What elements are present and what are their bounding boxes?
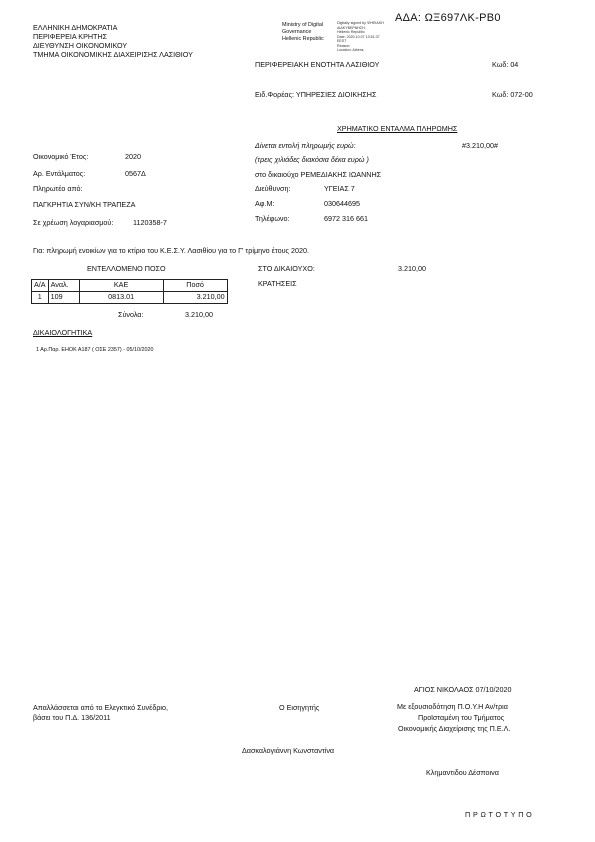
supporting-doc-item: 1 Αρ.Παρ. ΕΗΟΚ Α187 ( ΟΣΕ 2357) - 05/10/2020	[36, 347, 154, 353]
totals-label: Σύνολα:	[118, 310, 144, 319]
deductions-label: ΚΡΑΤΗΣΕΙΣ	[258, 279, 297, 288]
rapporteur-name: Δασκαλογιάννη Κωνσταντίνα	[242, 746, 335, 755]
signature-detail-6: Reason:	[337, 43, 351, 48]
order-number-value: 0567Δ	[125, 169, 146, 178]
supporting-docs-title: ΔΙΚΑΙΟΛΟΓΗΤΙΚΑ	[33, 328, 93, 337]
issuer-line-3: ΔΙΕΥΘΥΝΣΗ ΟΙΚΟΝΟΜΙΚΟΥ	[33, 41, 128, 50]
totals-value: 3.210,00	[185, 310, 213, 319]
signature-detail-2: ΔΙΑΚΥΒΕΡΝΗΣΗ,	[337, 25, 366, 30]
beneficiary-text: στο δικαιούχο ΡΕΜΕΔΙΑΚΗΣ ΙΩΑΝΝΗΣ	[255, 170, 382, 179]
col-header-anal: Αναλ.	[48, 280, 79, 292]
amount-in-words: (τρεις χιλιάδες διακόσια δέκα ευρώ )	[255, 155, 369, 164]
table-header-row	[32, 280, 228, 292]
phone-value: 6972 316 661	[324, 214, 368, 223]
ada-code: ΑΔΑ: ΩΞ697ΛΚ-ΡΒ0	[395, 12, 501, 24]
exempt-line-1: Απαλλάσσεται από το Ελεγκτικό Συνέδριο,	[33, 703, 169, 712]
signature-detail-7: Location: Athens	[337, 48, 364, 52]
unit-code: Κωδ: 04	[492, 60, 519, 69]
col-header-kae: ΚΑΕ	[79, 280, 163, 292]
head-line-2: Προϊσταμένη του Τμήματος	[418, 713, 505, 722]
payment-amount: #3.210,00#	[462, 141, 498, 150]
payable-bank: ΠΑΓΚΡΗΤΙΑ ΣΥΝ/ΚΗ ΤΡΑΠΕΖΑ	[33, 200, 136, 209]
payment-table	[31, 279, 228, 304]
phone-label: Τηλέφωνο:	[255, 214, 290, 223]
signature-detail-4: Date: 2020.10.07 13:51:37	[337, 34, 380, 39]
document-title: ΧΡΗΜΑΤΙΚΟ ΕΝΤΑΛΜΑ ΠΛΗΡΩΜΗΣ	[337, 124, 458, 133]
address-value: ΥΓΕΙΑΣ 7	[324, 184, 355, 193]
head-line-1: Με εξουσιοδότηση Π.Ο.Υ.Η Αν/τρια	[397, 702, 508, 711]
original-mark: Π Ρ Ω Τ Ο Τ Υ Π Ο	[465, 810, 533, 819]
cell-amount: 3.210,00	[163, 292, 227, 304]
payment-purpose: Για: πληρωμή ενοικίων για το κτίριο του Κ.Ε.Σ.Υ. Λασιθίου για το Γ' τρίμηνο έτους 2020.	[33, 246, 309, 255]
issuer-line-2: ΠΕΡΙΦΕΡΕΙΑ ΚΡΗΤΗΣ	[33, 32, 108, 41]
address-label: Διεύθυνση:	[255, 184, 291, 193]
cell-kae: 0813.01	[79, 292, 163, 304]
special-body-code: Κωδ: 072-00	[492, 90, 533, 99]
payable-label: Πληρωτέο από:	[33, 184, 83, 193]
signature-org-1: Ministry of Digital	[282, 22, 324, 28]
place-date: ΑΓΙΟΣ ΝΙΚΟΛΑΟΣ 07/10/2020	[414, 685, 512, 694]
signature-org-2: Governance	[282, 29, 312, 35]
unit-name: ΠΕΡΙΦΕΡΕΙΑΚΗ ΕΝΟΤΗΤΑ ΛΑΣΙΘΙΟΥ	[255, 60, 380, 69]
issuer-line-4: ΤΜΗΜΑ ΟΙΚΟΝΟΜΙΚΗΣ ΔΙΑΧΕΙΡΙΣΗΣ ΛΑΣΙΘΙΟΥ	[33, 50, 193, 59]
issuer-line-1: ΕΛΛΗΝΙΚΗ ΔΗΜΟΚΡΑΤΙΑ	[33, 23, 118, 32]
col-header-amount: Ποσό	[163, 280, 227, 292]
head-line-3: Οικονομικής Διαχείρισης της Π.Ε.Λ.	[398, 724, 511, 733]
order-number-label: Αρ. Εντάλματος:	[33, 169, 86, 178]
beneficiary-summary-label: ΣΤΟ ΔΙΚΑΙΟΥΧΟ:	[258, 264, 315, 273]
payment-order-text: Δίνεται εντολή πληρωμής ευρώ:	[255, 141, 356, 150]
beneficiary-summary-value: 3.210,00	[398, 264, 426, 273]
fiscal-year-value: 2020	[125, 152, 141, 161]
rapporteur-label: Ο Εισηγητής	[279, 703, 320, 712]
afm-value: 030644695	[324, 199, 360, 208]
signature-detail-5: EEST	[337, 39, 347, 43]
exempt-line-2: βάσει του Π.Δ. 136/2011	[33, 713, 111, 722]
table-row	[32, 292, 228, 304]
signature-detail-3: Hellenic Republic	[337, 30, 365, 34]
special-body: Ειδ.Φορέας: ΥΠΗΡΕΣΙΕΣ ΔΙΟΙΚΗΣΗΣ	[255, 90, 377, 99]
account-label: Σε χρέωση λογαριασμού:	[33, 218, 114, 227]
fiscal-year-label: Οικονομικό Έτος:	[33, 152, 89, 161]
col-header-aa: Α/Α	[32, 280, 49, 292]
ordered-amount-title: ΕΝΤΕΛΛΟΜΕΝΟ ΠΟΣΟ	[87, 264, 166, 273]
afm-label: Αφ.Μ:	[255, 199, 275, 208]
cell-aa: 1	[32, 292, 49, 304]
signature-detail-1: Digitally signed by ΨΗΦΙΑΚΗ	[337, 21, 384, 25]
account-value: 1120358-7	[133, 218, 167, 227]
cell-anal: 109	[48, 292, 79, 304]
head-name: Κλημαντιδου Δέσποινα	[426, 768, 499, 777]
signature-org-3: Hellenic Republic	[282, 36, 324, 42]
